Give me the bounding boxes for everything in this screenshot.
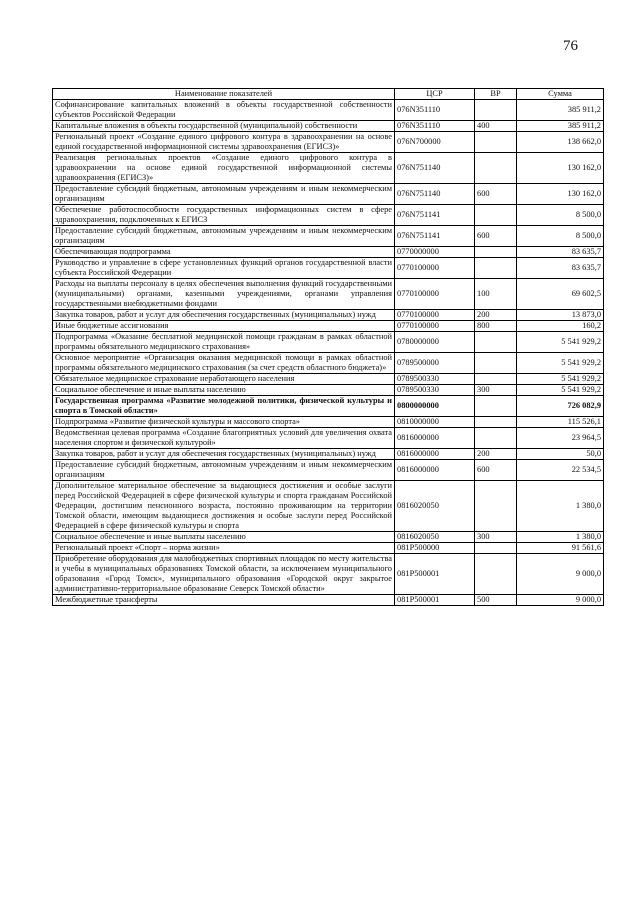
table-row	[53, 543, 604, 554]
table-row	[53, 279, 604, 310]
cell-csr: 0789500330	[395, 385, 475, 396]
cell-name: Дополнительное материальное обеспечение за выдающиеся достижения и особые заслуги перед Российской Федерацией в сфере физической культуры и спорта гражданам Российской Федерации, достигшим пенсионного возраста, постоянно проживающим на территории Томской области, имеющим выдающиеся достижения и особые заслуги перед Российской Федерацией в сфере физической культуры и спорта	[53, 481, 395, 532]
cell-sum: 160,2	[517, 321, 604, 332]
table-row	[53, 205, 604, 226]
cell-vr	[475, 100, 517, 121]
cell-csr: 081P500000	[395, 543, 475, 554]
cell-vr	[475, 543, 517, 554]
cell-name: Межбюджетные трансферты	[53, 595, 395, 606]
cell-sum: 9 000,0	[517, 595, 604, 606]
cell-sum: 13 873,0	[517, 310, 604, 321]
cell-name: Обеспечение работоспособности государственных информационных систем в сфере здравоохранения, подключенных к ЕГИСЗ	[53, 205, 395, 226]
table-row	[53, 595, 604, 606]
table-row	[53, 184, 604, 205]
header-vr: ВР	[475, 89, 517, 100]
cell-sum: 5 541 929,2	[517, 332, 604, 353]
cell-vr	[475, 153, 517, 184]
cell-sum: 1 380,0	[517, 532, 604, 543]
cell-sum: 115 526,1	[517, 417, 604, 428]
header-sum: Сумма	[517, 89, 604, 100]
cell-sum: 91 561,6	[517, 543, 604, 554]
cell-vr	[475, 554, 517, 595]
table-row	[53, 100, 604, 121]
cell-name: Социальное обеспечение и иные выплаты населению	[53, 385, 395, 396]
cell-vr: 300	[475, 385, 517, 396]
cell-name: Основное мероприятие «Организация оказания медицинской помощи в рамках областной программы обязательного медицинского страхования (за счет средств областного бюджета)»	[53, 353, 395, 374]
cell-vr	[475, 247, 517, 258]
cell-name: Подпрограмма «Оказание бесплатной медицинской помощи гражданам в рамках областной программы обязательного медицинского страхования»	[53, 332, 395, 353]
header-csr: ЦСР	[395, 89, 475, 100]
cell-name: Софинансирование капитальных вложений в объекты государственной собственности субъектов Российской Федерации	[53, 100, 395, 121]
cell-csr: 0770000000	[395, 247, 475, 258]
cell-name: Региональный проект «Спорт – норма жизни»	[53, 543, 395, 554]
cell-name: Иные бюджетные ассигнования	[53, 321, 395, 332]
cell-sum: 9 000,0	[517, 554, 604, 595]
cell-vr: 800	[475, 321, 517, 332]
cell-csr: 076N700000	[395, 132, 475, 153]
cell-vr	[475, 428, 517, 449]
table-row	[53, 226, 604, 247]
cell-csr: 076N751140	[395, 184, 475, 205]
cell-sum: 8 500,0	[517, 205, 604, 226]
cell-csr: 0816000000	[395, 460, 475, 481]
cell-sum: 385 911,2	[517, 100, 604, 121]
cell-csr: 0770100000	[395, 258, 475, 279]
cell-csr: 0770100000	[395, 321, 475, 332]
table-row	[53, 153, 604, 184]
table-row	[53, 554, 604, 595]
cell-csr: 0780000000	[395, 332, 475, 353]
cell-sum: 138 662,0	[517, 132, 604, 153]
cell-name: Ведомственная целевая программа «Создание благоприятных условий для увеличения охвата населения спортом и физической культурой»	[53, 428, 395, 449]
page-number: 76	[563, 38, 578, 54]
cell-sum: 726 082,9	[517, 396, 604, 417]
cell-csr: 081P500001	[395, 554, 475, 595]
cell-sum: 1 380,0	[517, 481, 604, 532]
table-row	[53, 247, 604, 258]
cell-vr: 500	[475, 595, 517, 606]
cell-vr: 600	[475, 184, 517, 205]
cell-csr: 0816000000	[395, 428, 475, 449]
cell-sum: 50,0	[517, 449, 604, 460]
cell-vr: 200	[475, 449, 517, 460]
table-row	[53, 460, 604, 481]
table-row	[53, 258, 604, 279]
cell-csr: 0770100000	[395, 279, 475, 310]
cell-name: Подпрограмма «Развитие физической культуры и массового спорта»	[53, 417, 395, 428]
cell-sum: 83 635,7	[517, 258, 604, 279]
cell-name: Предоставление субсидий бюджетным, автономным учреждениям и иным некоммерческим организациям	[53, 184, 395, 205]
cell-csr: 0789500330	[395, 374, 475, 385]
table-row	[53, 481, 604, 532]
table-row	[53, 449, 604, 460]
cell-name: Закупка товаров, работ и услуг для обеспечения государственных (муниципальных) нужд	[53, 310, 395, 321]
cell-sum: 23 964,5	[517, 428, 604, 449]
table-row	[53, 353, 604, 374]
cell-vr	[475, 481, 517, 532]
cell-sum: 130 162,0	[517, 153, 604, 184]
cell-csr: 076N351110	[395, 100, 475, 121]
cell-csr: 076N351110	[395, 121, 475, 132]
cell-name: Государственная программа «Развитие молодежной политики, физической культуры и спорта в Томской области»	[53, 396, 395, 417]
cell-name: Расходы на выплаты персоналу в целях обеспечения выполнения функций государственными (муниципальными) органами, казенными учреждениями, органами управления государственными внебюджетными фондами	[53, 279, 395, 310]
cell-vr	[475, 132, 517, 153]
table-row	[53, 321, 604, 332]
cell-csr: 0789500000	[395, 353, 475, 374]
table-row	[53, 532, 604, 543]
cell-vr	[475, 205, 517, 226]
cell-sum: 5 541 929,2	[517, 385, 604, 396]
cell-vr: 100	[475, 279, 517, 310]
cell-vr	[475, 332, 517, 353]
cell-sum: 5 541 929,2	[517, 374, 604, 385]
cell-sum: 385 911,2	[517, 121, 604, 132]
cell-name: Реализация региональных проектов «Создание единого цифрового контура в здравоохранении на основе единой государственной информационной системы здравоохранения (ЕГИСЗ)»	[53, 153, 395, 184]
cell-name: Предоставление субсидий бюджетным, автономным учреждениям и иным некоммерческим организациям	[53, 460, 395, 481]
cell-name: Приобретение оборудования для малобюджетных спортивных площадок по месту жительства и учебы в муниципальных образованиях Томской области, за исключением муниципального образования «Город Томск», муниципального образования «Городской округ закрытое административно-территориальное образование Северск Томской области»	[53, 554, 395, 595]
cell-sum: 8 500,0	[517, 226, 604, 247]
cell-vr: 600	[475, 226, 517, 247]
cell-csr: 076N751140	[395, 153, 475, 184]
cell-vr	[475, 374, 517, 385]
cell-name: Региональный проект «Создание единого цифрового контура в здравоохранении на основе единой государственной информационной системы здравоохранения (ЕГИСЗ)»	[53, 132, 395, 153]
cell-csr: 0770100000	[395, 310, 475, 321]
header-name: Наименование показателей	[53, 89, 395, 100]
table-row	[53, 428, 604, 449]
cell-vr: 400	[475, 121, 517, 132]
cell-vr	[475, 258, 517, 279]
cell-name: Предоставление субсидий бюджетным, автономным учреждениям и иным некоммерческим организациям	[53, 226, 395, 247]
table-row	[53, 121, 604, 132]
budget-table	[52, 88, 604, 606]
cell-vr: 200	[475, 310, 517, 321]
table-row	[53, 385, 604, 396]
cell-sum: 69 602,5	[517, 279, 604, 310]
table-header-row	[53, 89, 604, 100]
cell-vr	[475, 417, 517, 428]
cell-csr: 076N751141	[395, 205, 475, 226]
cell-sum: 130 162,0	[517, 184, 604, 205]
cell-sum: 22 534,5	[517, 460, 604, 481]
cell-sum: 5 541 929,2	[517, 353, 604, 374]
cell-name: Руководство и управление в сфере установленных функций органов государственной власти субъекта Российской Федерации	[53, 258, 395, 279]
cell-csr: 0810000000	[395, 417, 475, 428]
cell-name: Обязательное медицинское страхование неработающего населения	[53, 374, 395, 385]
table-row	[53, 396, 604, 417]
cell-csr: 0800000000	[395, 396, 475, 417]
cell-name: Капитальные вложения в объекты государственной (муниципальной) собственности	[53, 121, 395, 132]
cell-vr: 600	[475, 460, 517, 481]
cell-name: Обеспечивающая подпрограмма	[53, 247, 395, 258]
table-row	[53, 310, 604, 321]
table-row	[53, 132, 604, 153]
cell-csr: 0816020050	[395, 532, 475, 543]
cell-name: Закупка товаров, работ и услуг для обеспечения государственных (муниципальных) нужд	[53, 449, 395, 460]
cell-sum: 83 635,7	[517, 247, 604, 258]
cell-name: Социальное обеспечение и иные выплаты населению	[53, 532, 395, 543]
cell-vr: 300	[475, 532, 517, 543]
cell-vr	[475, 396, 517, 417]
cell-csr: 076N751141	[395, 226, 475, 247]
cell-vr	[475, 353, 517, 374]
cell-csr: 0816000000	[395, 449, 475, 460]
cell-csr: 081P500001	[395, 595, 475, 606]
table-row	[53, 417, 604, 428]
table-row	[53, 374, 604, 385]
cell-csr: 0816020050	[395, 481, 475, 532]
table-row	[53, 332, 604, 353]
